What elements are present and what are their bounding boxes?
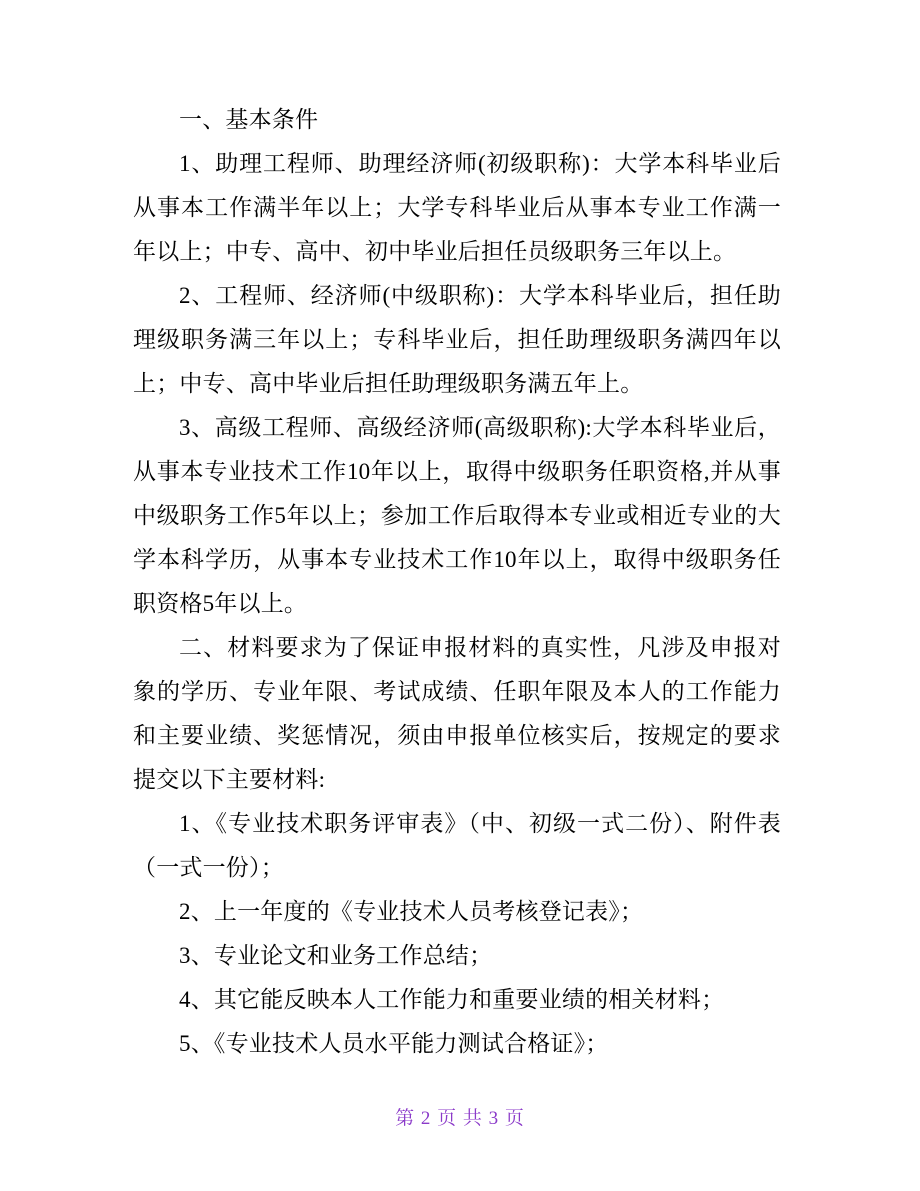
paragraph-senior-title-requirements: 3、高级工程师、高级经济师(高级职称):大学本科毕业后，从事本专业技术工作10年以上，取得中级职务任职资格,并从事中级职务工作5年以上；参加工作后取得本专业或相近专业的大学本科学历，从事本专业技术工作10年以上，取得中级职务任职资格5年以上。	[133, 415, 781, 616]
material-item-1: 1、《专业技术职务评审表》（中、初级一式二份）、附件表（一式一份）；	[133, 811, 781, 880]
paragraph-intermediate-title-requirements: 2、工程师、经济师(中级职称)：大学本科毕业后，担任助理级职务满三年以上；专科毕业后，担任助理级职务满四年以上；中专、高中毕业后担任助理级职务满五年上。	[133, 283, 781, 396]
material-item-5: 5、《专业技术人员水平能力测试合格证》；	[179, 1031, 609, 1056]
section-heading-material-requirements: 二、材料要求为了保证申报材料的真实性，凡涉及申报对象的学历、专业年限、考试成绩、任职年限及本人的工作能力和主要业绩、奖惩情况，须由申报单位核实后，按规定的要求提交以下主要材料:	[133, 635, 781, 792]
page-number-footer: 第 2 页 共 3 页	[395, 1108, 525, 1129]
document-text-block	[133, 98, 781, 1066]
material-item-4: 4、其它能反映本人工作能力和重要业绩的相关材料；	[179, 987, 725, 1012]
material-item-3: 3、专业论文和业务工作总结；	[179, 943, 493, 968]
paragraph-junior-title-requirements: 1、助理工程师、助理经济师(初级职称)：大学本科毕业后从事本工作满半年以上；大学专科毕业后从事本专业工作满一年以上；中专、高中、初中毕业后担任员级职务三年以上。	[133, 151, 781, 264]
material-item-2: 2、上一年度的《专业技术人员考核登记表》；	[179, 899, 644, 924]
section-heading-basic-conditions: 一、基本条件	[179, 107, 319, 132]
